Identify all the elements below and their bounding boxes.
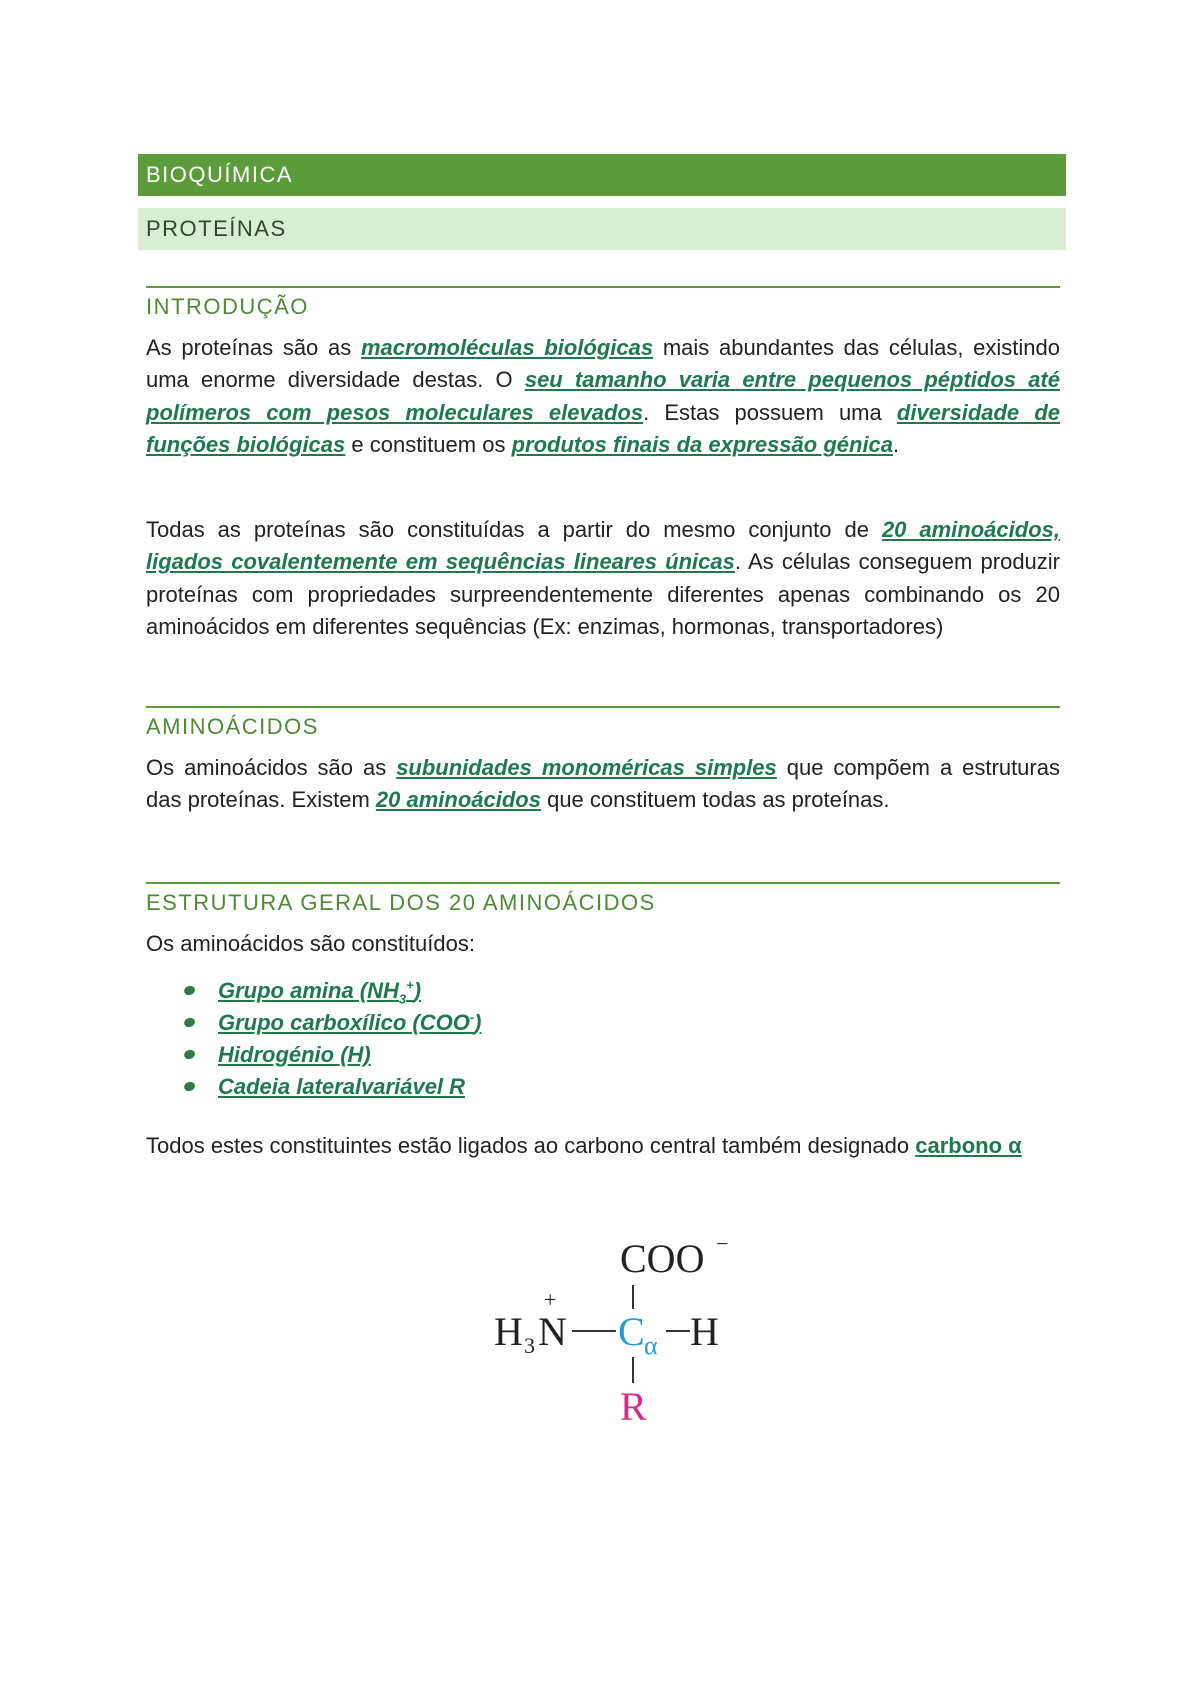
bullet-icon [183, 1016, 196, 1028]
bullet-icon [183, 1048, 196, 1060]
highlight-20-aminoacidos-2: 20 aminoácidos [375, 787, 541, 813]
text: ) [413, 978, 422, 1003]
text: mais abundantes das células, existindo uma enorme diversidade destas. O [146, 335, 1061, 393]
carboxyl-charge: − [716, 1231, 729, 1256]
text: . Estas possuem uma [643, 399, 897, 425]
constituents-list [182, 975, 782, 1103]
closing-paragraph [146, 1130, 1060, 1162]
text: Todas as proteínas são constituídas a partir do mesmo conjunto de [146, 517, 882, 542]
bullet-text [218, 1010, 481, 1035]
section-title-introducao: INTRODUÇÃO [146, 286, 1060, 321]
subject-header: BIOQUÍMICA [138, 154, 1066, 196]
bond-lines [480, 1225, 740, 1435]
alpha-carbon: C [618, 1309, 645, 1354]
list-item [182, 1071, 782, 1103]
text: e constituem os [345, 432, 512, 458]
text: As proteínas são as [146, 335, 361, 360]
text: Os aminoácidos são as [146, 755, 397, 780]
text: Todos estes constituintes estão ligados ao carbono central também designado [146, 1133, 916, 1158]
bullet-icon [183, 984, 196, 996]
list-item [182, 975, 782, 1007]
r-group-label: R [620, 1384, 647, 1429]
amino-acid-structure-formula [480, 1225, 740, 1435]
highlight-subunidades: subunidades monoméricas simples [396, 755, 777, 780]
section-title-estrutura: ESTRUTURA GERAL DOS 20 AMINOÁCIDOS [146, 882, 1060, 917]
highlight-20-aminoacidos: 20 aminoácidos, ligados covalentemente em sequências lineares únicas [146, 517, 1060, 575]
bullet-text [218, 977, 422, 1007]
highlight-produtos-finais: produtos finais da expressão génica [511, 432, 894, 458]
bullet-text: Hidrogénio (H) [218, 1042, 371, 1067]
alpha-subscript: α [644, 1331, 658, 1360]
amine-charge: + [544, 1287, 557, 1312]
bullet-text: Cadeia lateralvariável R [218, 1074, 466, 1099]
amine-n: N [538, 1309, 567, 1354]
list-item [182, 1039, 782, 1071]
text: que constituem todas as proteínas. [540, 787, 890, 813]
text: ) [474, 1010, 482, 1035]
bullet-icon [183, 1080, 196, 1092]
structure-intro: Os aminoácidos são constituídos: [146, 931, 475, 956]
carboxyl-group-label: COO [620, 1236, 705, 1281]
superscript: + [406, 977, 414, 993]
highlight-diversidade: diversidade de funções biológicas [146, 399, 1060, 458]
amine-subscript: 3 [524, 1333, 535, 1358]
highlight-tamanho: seu tamanho varia entre pequenos péptidos até polímeros com pesos moleculares elevados [146, 367, 1060, 425]
intro-paragraph-1 [146, 332, 1060, 462]
aminoacids-paragraph [146, 752, 1060, 817]
text: que compõem a estruturas das proteínas. Existem [146, 755, 1060, 813]
section-title-aminoacidos: AMINOÁCIDOS [146, 706, 1060, 741]
hydrogen-label: H [690, 1309, 719, 1354]
amine-h: H [494, 1309, 523, 1354]
text: Grupo amina (NH [218, 978, 399, 1003]
subscript: 3 [398, 991, 407, 1007]
superscript: - [469, 1009, 475, 1025]
topic-header: PROTEÍNAS [138, 208, 1066, 250]
text: . [893, 432, 900, 458]
intro-paragraph-2 [146, 514, 1060, 644]
text: . As células conseguem produzir proteínas com propriedades surpreendentemente diferentes apenas combinando os 20 aminoácidos em diferentes sequências (Ex: enzimas, hormonas, transportadores) [146, 549, 1061, 640]
text: Grupo carboxílico (COO [218, 1010, 470, 1035]
list-item [182, 1007, 782, 1039]
highlight-macromoleculas: macromoléculas biológicas [360, 335, 654, 360]
highlight-carbono-alfa: carbono α [915, 1133, 1022, 1158]
